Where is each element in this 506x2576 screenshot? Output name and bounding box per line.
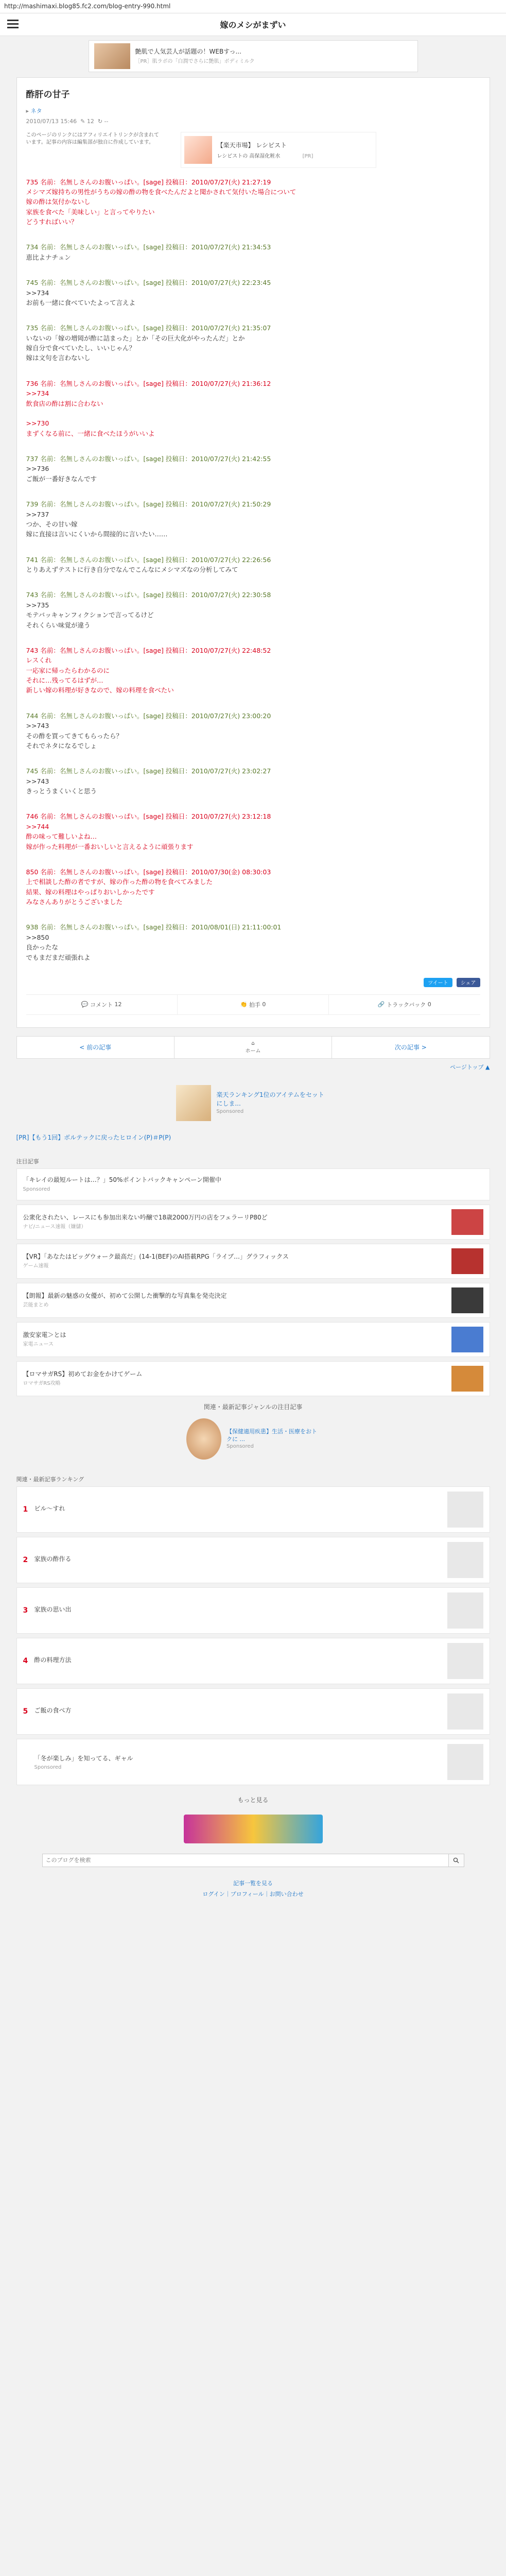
news-item[interactable]: [16, 1244, 490, 1279]
mid-ad-title: 楽天ランキング1位のアイテムをセットにしま...: [216, 1091, 324, 1107]
ranking-item[interactable]: [16, 1587, 490, 1634]
sponsor-row: [26, 132, 480, 168]
news-title: 激安家電＞とは: [23, 1331, 66, 1338]
news-section-title: 注目記事: [16, 1158, 39, 1165]
ranking-item[interactable]: [16, 1638, 490, 1684]
post-category[interactable]: ネタ: [30, 108, 42, 114]
news-source: ロマサガRS攻略: [23, 1381, 61, 1387]
ranking-thumbnail: [447, 1693, 483, 1730]
inline-ad-pr: [PR]: [302, 153, 313, 159]
ranking-number: 1: [23, 1505, 28, 1514]
comment-item: [26, 499, 480, 539]
ranking-title: 「冬が楽しみ」を知ってる、ギャル: [34, 1754, 133, 1762]
comment-item: [26, 646, 480, 696]
comment-header: 745 名前：名無しさんのお腹いっぱい。[sage] 投稿日：2010/07/27(火) 22:23:45: [26, 279, 271, 287]
comment-body: >>734 お前も一緒に食べていたよって言えよ: [26, 289, 136, 307]
promo-ad[interactable]: [186, 1418, 320, 1460]
url-text: http://mashimaxi.blog85.fc2.com/blog-entry-990.html: [4, 3, 171, 10]
news-title: 【朗報】最新の魅惑の女優が、初めて公開した衝撃的な写真集を発売決定: [23, 1292, 227, 1299]
twitter-share-button[interactable]: ツイート: [424, 978, 452, 987]
news-title: 公衆化されたい、レースにも参加出来ない吟醸で18歳2000万円の店をフェラーリP80ど: [23, 1213, 268, 1221]
game-banner-ad[interactable]: [184, 1815, 323, 1843]
comment-body: 上で相談した酢の者ですが、嫁の作った酢の物を食べてみました 結果、嫁の料理はやっぱりおいしかったです みなさんありがとうございました: [26, 878, 213, 906]
comment-header: 745 名前：名無しさんのお腹いっぱい。[sage] 投稿日：2010/07/27(火) 23:02:27: [26, 767, 271, 775]
ranking-title: 家族の思い出: [34, 1606, 72, 1614]
mid-ad-image: [176, 1085, 212, 1121]
news-list: [16, 1168, 490, 1396]
action-bar: [26, 994, 480, 1015]
comment-body: >>743 その酢を買ってきてもらったら？ それでネタになるでしょ: [26, 722, 123, 750]
footer-link-archive[interactable]: 記事一覧を見る: [233, 1879, 273, 1887]
comment-body: >>850 良かったな でもまだまだ頑張れよ: [26, 933, 91, 961]
comment-item: [26, 555, 480, 575]
clap-icon: 👏: [240, 1001, 249, 1008]
comment-item: [26, 177, 480, 227]
comment-action[interactable]: 💬 コメント 12: [26, 995, 178, 1014]
related-pr-link[interactable]: [PR]【もう1回】ボルテックに戻ったヒロイン(P)＃P(P): [16, 1133, 171, 1141]
comment-item: [26, 278, 480, 308]
news-item[interactable]: [16, 1168, 490, 1200]
comment-body: >>743 きっとうまくいくと思う: [26, 777, 97, 795]
top-banner-image: [94, 43, 130, 69]
ranking-thumbnail: [447, 1592, 483, 1629]
ranking-number: 4: [23, 1656, 28, 1665]
facebook-share-button[interactable]: シェア: [457, 978, 480, 987]
article-card: [16, 77, 490, 1028]
ranking-thumbnail: [447, 1744, 483, 1780]
comment-header: 850 名前：名無しさんのお腹いっぱい。[sage] 投稿日：2010/07/30(金) 08:30:03: [26, 868, 271, 876]
mid-ad[interactable]: [176, 1082, 330, 1124]
comment-body: >>737 つか、その甘い嫁 嫁に直接は言いにくいから間接的に言いたい……: [26, 510, 168, 538]
top-banner-sub: ［PR］肌ラボの「白潤でさらに艶肌」ボディミルク: [135, 59, 255, 64]
prev-post-link[interactable]: < 前の記事: [79, 1044, 112, 1052]
promo-image: [186, 1418, 222, 1460]
news-more-link[interactable]: 関連・最新記事ジャンルの注目記事: [203, 1403, 303, 1411]
site-title[interactable]: 嫁のメシがまずい: [220, 20, 286, 30]
comment-item: [26, 590, 480, 630]
news-item[interactable]: [16, 1322, 490, 1357]
ranking-item[interactable]: [16, 1739, 490, 1785]
comment-body: >>744 酢の味って難しいよね… 嫁が作った料理が一番おいしいと言えるように頑張ります: [26, 822, 194, 851]
browser-url-bar[interactable]: [0, 0, 506, 13]
news-source: 家電ニュース: [23, 1342, 54, 1348]
comment-icon: ✎: [80, 117, 85, 125]
inline-ad-title: 【楽天市場】 レシピスト: [217, 141, 287, 149]
clap-action[interactable]: 👏 拍手 0: [178, 995, 329, 1014]
comment-body: >>735 モテバッキャンフィクションで言ってるけど それくらい味覚が違う: [26, 601, 154, 629]
comment-item: [26, 922, 480, 962]
footer-links: [0, 1878, 506, 1900]
news-source: 芸能まとめ: [23, 1302, 49, 1309]
mid-ad-sub: Sponsored: [216, 1108, 244, 1114]
news-thumbnail: [451, 1366, 483, 1392]
comment-header: 746 名前：名無しさんのお腹いっぱい。[sage] 投稿日：2010/07/27(火) 23:12:18: [26, 812, 271, 821]
home-link[interactable]: ⌂ ホーム: [174, 1037, 332, 1058]
news-item[interactable]: [16, 1205, 490, 1240]
comment-item: [26, 454, 480, 484]
comment-body: いないの「嫁の増岡が酢に詰まった」とか「その巨大化がやったんだ」とか 嫁自分で食べていたし、いいじゃん？ 嫁は文句を言わないし: [26, 334, 245, 362]
comment-header: 743 名前：名無しさんのお腹いっぱい。[sage] 投稿日：2010/07/27(火) 22:30:58: [26, 591, 271, 599]
news-source: ナビ/ニュース速報（嫌儲）: [23, 1224, 86, 1230]
trackback-action[interactable]: 🔗 トラックバック 0: [377, 1001, 431, 1008]
news-section: [16, 1157, 490, 1460]
news-item[interactable]: [16, 1283, 490, 1318]
ranking-number: 3: [23, 1606, 28, 1615]
search-input[interactable]: [42, 1854, 449, 1867]
comment-header: 739 名前：名無しさんのお腹いっぱい。[sage] 投稿日：2010/07/27(火) 21:50:29: [26, 500, 271, 509]
news-thumbnail: [451, 1248, 483, 1274]
news-title: 【VR】「あなたはビッグウォーク最高だ」(14-1(BEF)のAI搭載RPG「ライブ…」グラフィックス: [23, 1252, 289, 1260]
inline-ad[interactable]: [181, 132, 376, 168]
comment-header: 734 名前：名無しさんのお腹いっぱい。[sage] 投稿日：2010/07/27(火) 21:34:53: [26, 243, 271, 251]
news-item[interactable]: [16, 1361, 490, 1396]
affiliate-note: このページのリンクにはアフィリエイトリンクが含まれています。記事の内容は編集部が独自に作成しています。: [26, 132, 159, 145]
next-post-link[interactable]: 次の記事 >: [394, 1044, 427, 1052]
news-title: 「キレイの最短ルートは…？」50%ポイントバックキャンペーン開催中: [23, 1176, 221, 1183]
comment-item: [26, 766, 480, 796]
ranking-item[interactable]: [16, 1688, 490, 1735]
ranking-number: 2: [23, 1555, 28, 1564]
ranking-title: 酢の料理方法: [34, 1656, 72, 1664]
comment-body: メシマズ嫁持ちの男性がうちの嫁の酢の物を食べたんだよと聞かされて気付いた場合について 嫁の酢は気付かないし 家族を食べた「美味しい」と言ってやりたい どうすればいい？: [26, 188, 296, 226]
comment-body: >>734 飲食店の酢は割に合わない >>730 まずくなる前に、一緒に食べたほうがいいよ: [26, 389, 155, 437]
post-trackback-count[interactable]: --: [104, 117, 109, 125]
post-title: 酢肝の甘子: [26, 90, 70, 100]
page-top-link[interactable]: ページトップ ▲: [450, 1063, 490, 1071]
news-thumbnail: [451, 1327, 483, 1352]
news-source: Sponsored: [23, 1187, 50, 1193]
comment-body: >>736 ご飯が一番好きなんです: [26, 465, 97, 483]
ranking-thumbnail: [447, 1492, 483, 1528]
ranking-number: 5: [23, 1707, 28, 1716]
trackback-icon: ↻: [97, 117, 103, 125]
share-row: [26, 978, 480, 987]
comment-body: レスくれ 一応家に帰ったらわかるのに それに…残ってるはずが… 新しい嫁の料理が好きなので、嫁の料理を食べたい: [26, 656, 174, 694]
comment-header: 938 名前：名無しさんのお腹いっぱい。[sage] 投稿日：2010/08/01(日) 21:11:00:01: [26, 923, 282, 931]
news-thumbnail: [451, 1287, 483, 1313]
comment-header: 741 名前：名無しさんのお腹いっぱい。[sage] 投稿日：2010/07/27(火) 22:26:56: [26, 555, 271, 564]
comment-header: 735 名前：名無しさんのお腹いっぱい。[sage] 投稿日：2010/07/27(火) 21:27:19: [26, 178, 271, 186]
comment-body: とりあえずテストに行き自分でなんでこんなにメシマズなの分析してみて: [26, 566, 238, 574]
promo-title: 【保健適用疾患】生活・医療をおトクに ...: [226, 1428, 318, 1443]
ranking-sub: Sponsored: [34, 1764, 62, 1770]
comment-item: [26, 323, 480, 363]
speech-bubble-icon: 💬: [81, 1001, 91, 1008]
link-icon: 🔗: [377, 1001, 387, 1008]
ranking-section: [16, 1475, 490, 1804]
comment-header: 744 名前：名無しさんのお腹いっぱい。[sage] 投稿日：2010/07/27(火) 23:00:20: [26, 711, 271, 720]
post-pager: [16, 1036, 490, 1059]
comment-item: [26, 811, 480, 852]
footer-link-misc[interactable]: ログイン｜プロフィール｜お問い合わせ: [202, 1890, 304, 1897]
post-date: 2010/07/13 15:46: [26, 117, 77, 125]
ranking-list: [16, 1486, 490, 1785]
ranking-title: ビル〜すれ: [34, 1505, 65, 1513]
comment-item: [26, 867, 480, 907]
news-thumbnail: [451, 1209, 483, 1235]
ranking-item[interactable]: [16, 1537, 490, 1583]
comment-item: [26, 711, 480, 751]
comment-header: 743 名前：名無しさんのお腹いっぱい。[sage] 投稿日：2010/07/27(火) 22:48:52: [26, 646, 271, 654]
comment-header: 737 名前：名無しさんのお腹いっぱい。[sage] 投稿日：2010/07/27(火) 21:42:55: [26, 455, 271, 463]
folder-icon: ▸: [26, 108, 29, 114]
comment-item: [26, 379, 480, 438]
ranking-more-link[interactable]: もっと見る: [237, 1796, 269, 1804]
ranking-item[interactable]: [16, 1486, 490, 1533]
news-title: 【ロマサガRS】初めてお金をかけてゲーム: [23, 1370, 143, 1378]
inline-ad-image: [184, 136, 212, 164]
blog-search: [42, 1854, 464, 1867]
comment-body: 恵比よナチュン: [26, 253, 71, 261]
news-source: ゲーム速報: [23, 1263, 49, 1269]
menu-icon[interactable]: [7, 20, 19, 29]
comment-header: 736 名前：名無しさんのお腹いっぱい。[sage] 投稿日：2010/07/27(火) 21:36:12: [26, 379, 271, 387]
ranking-thumbnail: [447, 1542, 483, 1578]
inline-ad-sub: レシピストの 高保湿化粧水: [217, 153, 281, 159]
site-header: [0, 13, 506, 36]
post-comment-count[interactable]: 12: [86, 117, 94, 125]
ranking-thumbnail: [447, 1643, 483, 1679]
home-icon: ⌂: [251, 1040, 255, 1046]
ranking-title: ご飯の食べ方: [34, 1707, 72, 1715]
post-meta: [26, 106, 480, 127]
comment-header: 735 名前：名無しさんのお腹いっぱい。[sage] 投稿日：2010/07/27(火) 21:35:07: [26, 324, 271, 332]
ranking-title: 関連・最新記事ランキング: [16, 1476, 84, 1483]
search-icon[interactable]: [449, 1854, 464, 1867]
top-banner-ad[interactable]: [89, 40, 418, 72]
top-banner-title: 艶肌で人気芸人が話題の！WEBすっ...: [135, 48, 241, 55]
comment-item: [26, 242, 480, 262]
promo-sub: Sponsored: [226, 1444, 254, 1450]
ranking-title: 家族の酢作る: [34, 1555, 72, 1563]
comment-list: [26, 177, 480, 962]
